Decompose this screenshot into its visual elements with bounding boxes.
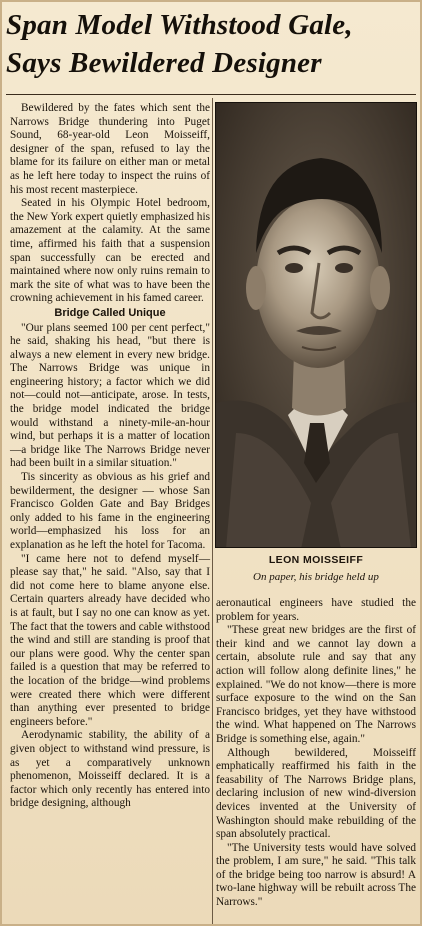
paragraph: "Our plans seemed 100 per cent perfect," he said, shaking his head, "but there is always a new element in every new bridge. The Narrows Bridge was unique in engineering history; a factor which we did not—could not—anticipate, arose. In tests, the bridge model indicated the bridge would withstand a ninety-mile-an-hour wind, but perhaps it is a matter of location—a bridge like The Narrows Bridge never had been built in a similar situation." (10, 321, 210, 470)
subhead: Bridge Called Unique (54, 306, 166, 319)
paragraph: Although bewildered, Moisseiff emphatically reaffirmed his faith in the feasability of The Narrows Bridge plans, declaring inclusion of new wind-diversion devices invented at the University of Washington should make rebuilding of the span absolutely practical. (216, 746, 416, 841)
paragraph: Aerodynamic stability, the ability of a given object to withstand wind pressure, is as yet a comparatively unknown phenomenon, Moisseiff declared. It is a factor which only recently has entered into bridge designing, although (10, 729, 210, 810)
photo-caption-name: LEON MOISSEIFF (268, 554, 364, 566)
paragraph: "These great new bridges are the first of their kind and we cannot lay down a certain, absolute rule and say that any action will follow along definite lines," he explained. "We do not know—there is more surface exposure to the wind on the San Francisco bridges, yet they have withstood the wind. What happened on The Narrows Bridge is something else, again." (216, 624, 416, 745)
headline-rule (6, 94, 416, 95)
article-right-column (216, 597, 416, 910)
photo-caption-text: On paper, his bridge held up (253, 571, 379, 583)
headline (6, 6, 418, 82)
headline-line-1: Span Model Withstood Gale, (6, 9, 353, 41)
headline-line-2: Says Bewildered Designer (6, 47, 322, 79)
paragraph: Tis sincerity as obvious as his grief and bewilderment, the designer — whose San Francisco Golden Gate and Bay Bridges only added to his fame in the engineering world—emphasized his loss for an explanation as he left the hotel for Tacoma. (10, 471, 210, 551)
paragraph: "I came here not to defend myself—please say that," he said. "Also, say that I did not come here to blame anyone else. Certain quarters already have decided who is at fault, but I say no one can know as yet. The fact that the towers and cable withstood the wind and still are standing is proof that our plans were good. Why the center span failed is a question that may be referred to the location of the bridge—wind problems were created there which were different than anything ever presented to bridge engineers before." (10, 552, 210, 728)
column-divider (212, 98, 213, 924)
paragraph: aeronautical engineers have studied the problem for years. (216, 597, 416, 623)
article-left-column (10, 102, 210, 811)
portrait-image (216, 103, 417, 548)
portrait-photo (215, 102, 417, 548)
paragraph: Seated in his Olympic Hotel bedroom, the New York expert quietly emphasized his amazement at the calamity. At the same time, affirmed his faith that a suspension span successfully can be erected and maintained where now only ruins remain to mark the site of what was to have been the crowning achievement in his famed career. (10, 197, 210, 305)
paragraph: Bewildered by the fates which sent the Narrows Bridge thundering into Puget Sound, 68-year-old Leon Moisseiff, designer of the span, refused to lay the blame for its failure on either man or metal as he left here today to inspect the ruins of his most recent masterpiece. (10, 102, 210, 196)
paragraph: "The University tests would have solved the problem, I am sure," he said. "This talk of the bridge being too narrow is absurd! A two-lane highway will be rebuilt across The Narrows." (216, 841, 416, 909)
